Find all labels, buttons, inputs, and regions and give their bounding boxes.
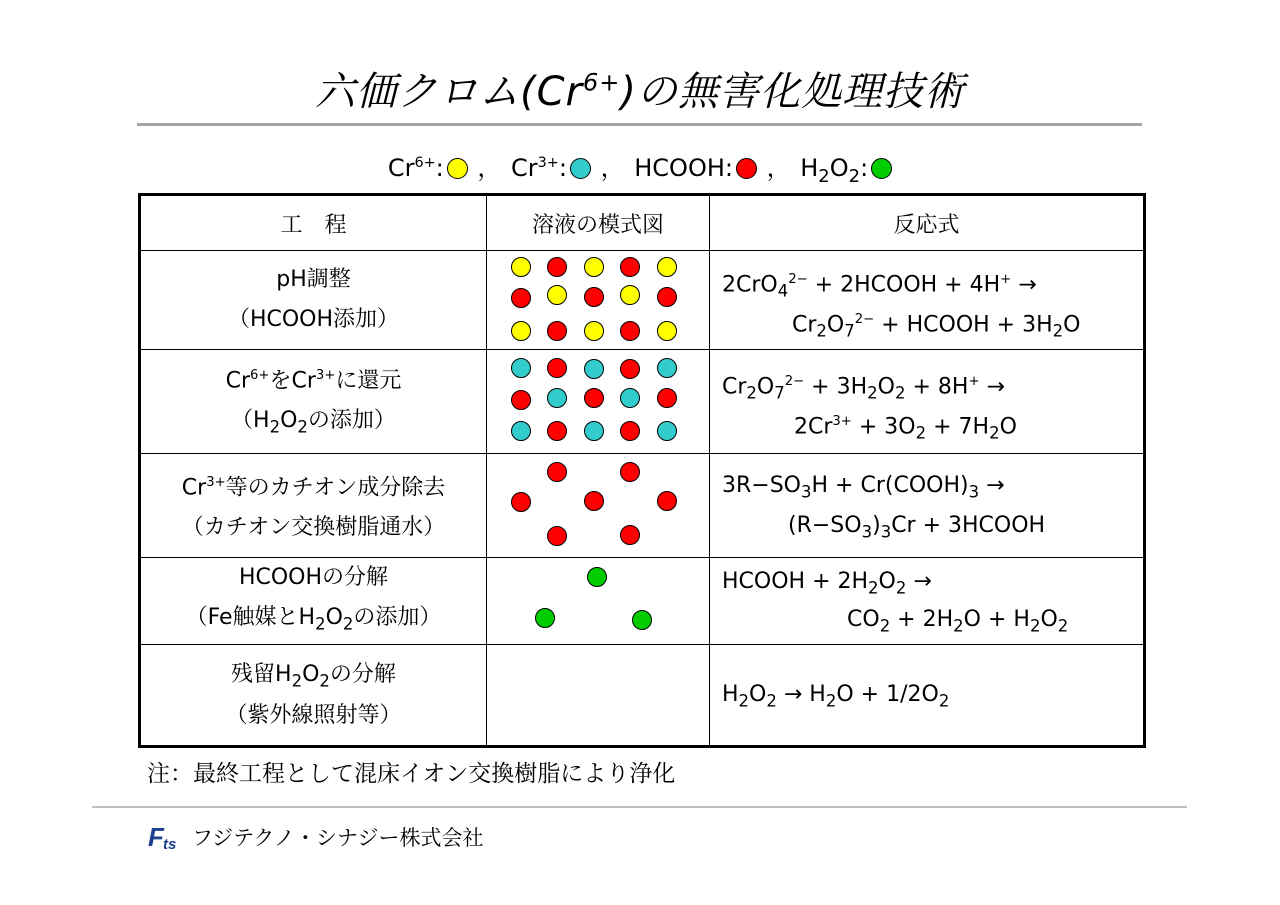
equation-line: $Cr_2O_7^{2-} + 3H_2O_2 + 8H^+$ → xyxy=(722,373,1005,403)
cyan-dot-icon xyxy=(570,158,591,179)
step-title: $Cr^{3+}$等のカチオン成分除去 xyxy=(181,474,446,501)
legend-cr3: $Cr^{3+}$: xyxy=(511,154,591,182)
table-row xyxy=(140,454,1145,558)
step-detail: （$H_2O_2$の添加） xyxy=(231,407,396,437)
table-row xyxy=(140,251,1145,350)
process-table xyxy=(138,193,1146,748)
hcooh-particle xyxy=(584,491,604,511)
logo-letters: ts xyxy=(163,836,177,852)
hcooh-particle xyxy=(657,388,677,408)
cr3-particle xyxy=(584,421,604,441)
step-cell xyxy=(140,645,487,747)
hcooh-particle xyxy=(547,358,567,378)
equation-cell xyxy=(710,251,1145,350)
diagram-cell xyxy=(487,558,710,645)
hcooh-particle xyxy=(657,287,677,307)
table-row xyxy=(140,645,1145,747)
logo-letter: F xyxy=(148,822,164,852)
company-logo xyxy=(148,822,184,852)
table-row xyxy=(140,350,1145,454)
hcooh-particle xyxy=(657,491,677,511)
cr6-particle xyxy=(584,257,604,277)
hcooh-particle xyxy=(620,525,640,545)
diagram-cell xyxy=(487,645,710,747)
hcooh-particle xyxy=(620,321,640,341)
page-title: 六価クロム$(Cr^{6+})$の無害化処理技術 xyxy=(315,68,965,115)
step-cell xyxy=(140,251,487,350)
h2o2-particle xyxy=(535,608,555,628)
step-detail: （紫外線照射等） xyxy=(225,702,402,728)
diagram-cell xyxy=(487,251,710,350)
solution-diagram xyxy=(487,454,709,557)
step-title: $Cr^{6+}$を$Cr^{3+}$に還元 xyxy=(225,367,402,393)
hcooh-particle xyxy=(547,526,567,546)
hcooh-particle xyxy=(620,421,640,441)
hcooh-particle xyxy=(584,388,604,408)
legend-h2o2: $H_2O_2$: xyxy=(800,154,892,187)
table-header-row xyxy=(140,195,1145,251)
equation-line: $2Cr^{3+} + 3O_2 + 7H_2O$ xyxy=(794,413,1017,443)
footnote: 注：最終工程として混床イオン交換樹脂により浄化 xyxy=(147,761,676,787)
table-row xyxy=(140,558,1145,645)
equation-line: $H_2O_2 \to H_2O + 1/2O_2$ xyxy=(722,682,950,711)
cr6-particle xyxy=(584,321,604,341)
diagram-cell xyxy=(487,350,710,454)
cr6-particle xyxy=(511,321,531,341)
step-detail: （HCOOH添加） xyxy=(227,307,400,332)
hcooh-particle xyxy=(511,492,531,512)
step-cell xyxy=(140,350,487,454)
company-name: フジテクノ・シナジー株式会社 xyxy=(192,826,484,850)
hcooh-particle xyxy=(620,257,640,277)
hcooh-particle xyxy=(511,288,531,308)
h2o2-particle xyxy=(632,610,652,630)
legend-separator: ， xyxy=(600,154,625,182)
equation-line: HCOOH + $2H_2O_2$ → xyxy=(722,569,932,598)
solution-diagram xyxy=(487,559,709,644)
hcooh-particle xyxy=(547,321,567,341)
header-equation: 反応式 xyxy=(710,195,1145,251)
step-cell xyxy=(140,558,487,645)
equation-line: $(R-SO_3)_3Cr$ + 3HCOOH xyxy=(788,512,1046,541)
hcooh-particle xyxy=(620,462,640,482)
h2o2-particle xyxy=(587,567,607,587)
legend xyxy=(0,148,1280,187)
title-divider xyxy=(137,123,1142,126)
cr3-particle xyxy=(584,359,604,379)
legend-cr6: $Cr^{6+}$: xyxy=(388,154,468,182)
step-title: HCOOHの分解 xyxy=(238,565,389,590)
hcooh-particle xyxy=(511,390,531,410)
step-detail: （Fe触媒と$H_2O_2$の添加） xyxy=(185,605,442,634)
hcooh-particle xyxy=(547,462,567,482)
cr3-particle xyxy=(657,421,677,441)
equation-cell xyxy=(710,645,1145,747)
solution-diagram xyxy=(487,350,709,453)
cr3-particle xyxy=(547,388,567,408)
cr6-particle xyxy=(511,257,531,277)
equation-line: $3R-SO_3H$ + $Cr(COOH)_3$ → xyxy=(722,472,1005,501)
hcooh-particle xyxy=(584,287,604,307)
yellow-dot-icon xyxy=(447,158,468,179)
solution-diagram xyxy=(487,251,709,349)
cr6-particle xyxy=(547,285,567,305)
step-detail: （カチオン交換樹脂通水） xyxy=(181,515,446,541)
legend-separator: ， xyxy=(477,154,502,182)
hcooh-particle xyxy=(547,257,567,277)
cr3-particle xyxy=(511,358,531,378)
cr6-particle xyxy=(620,285,640,305)
legend-hcooh: HCOOH: xyxy=(634,154,757,182)
cr6-particle xyxy=(657,321,677,341)
green-dot-icon xyxy=(871,158,892,179)
header-step: 工 程 xyxy=(140,195,487,251)
equation-line: 2CrO$_4^{2-}$ + 2HCOOH + 4H+ → xyxy=(722,272,1037,301)
equation-cell xyxy=(710,454,1145,558)
cr3-particle xyxy=(657,358,677,378)
step-title: pH調整 xyxy=(276,267,351,292)
hcooh-particle xyxy=(620,359,640,379)
equation-cell xyxy=(710,558,1145,645)
red-dot-icon xyxy=(736,158,757,179)
step-title: 残留$H_2O_2$の分解 xyxy=(231,662,396,691)
hcooh-particle xyxy=(547,421,567,441)
diagram-cell xyxy=(487,454,710,558)
cr3-particle xyxy=(511,421,531,441)
step-cell xyxy=(140,454,487,558)
cr3-particle xyxy=(620,388,640,408)
header-diagram: 溶液の模式図 xyxy=(487,195,710,251)
footer-divider xyxy=(92,806,1187,808)
cr6-particle xyxy=(657,257,677,277)
equation-cell xyxy=(710,350,1145,454)
equation-line: $Cr_2O_7^{2-}$ + HCOOH + $3H_2O$ xyxy=(792,312,1081,341)
equation-line: $CO_2 + 2H_2O + H_2O_2$ xyxy=(847,607,1069,636)
legend-separator: ， xyxy=(766,154,791,182)
